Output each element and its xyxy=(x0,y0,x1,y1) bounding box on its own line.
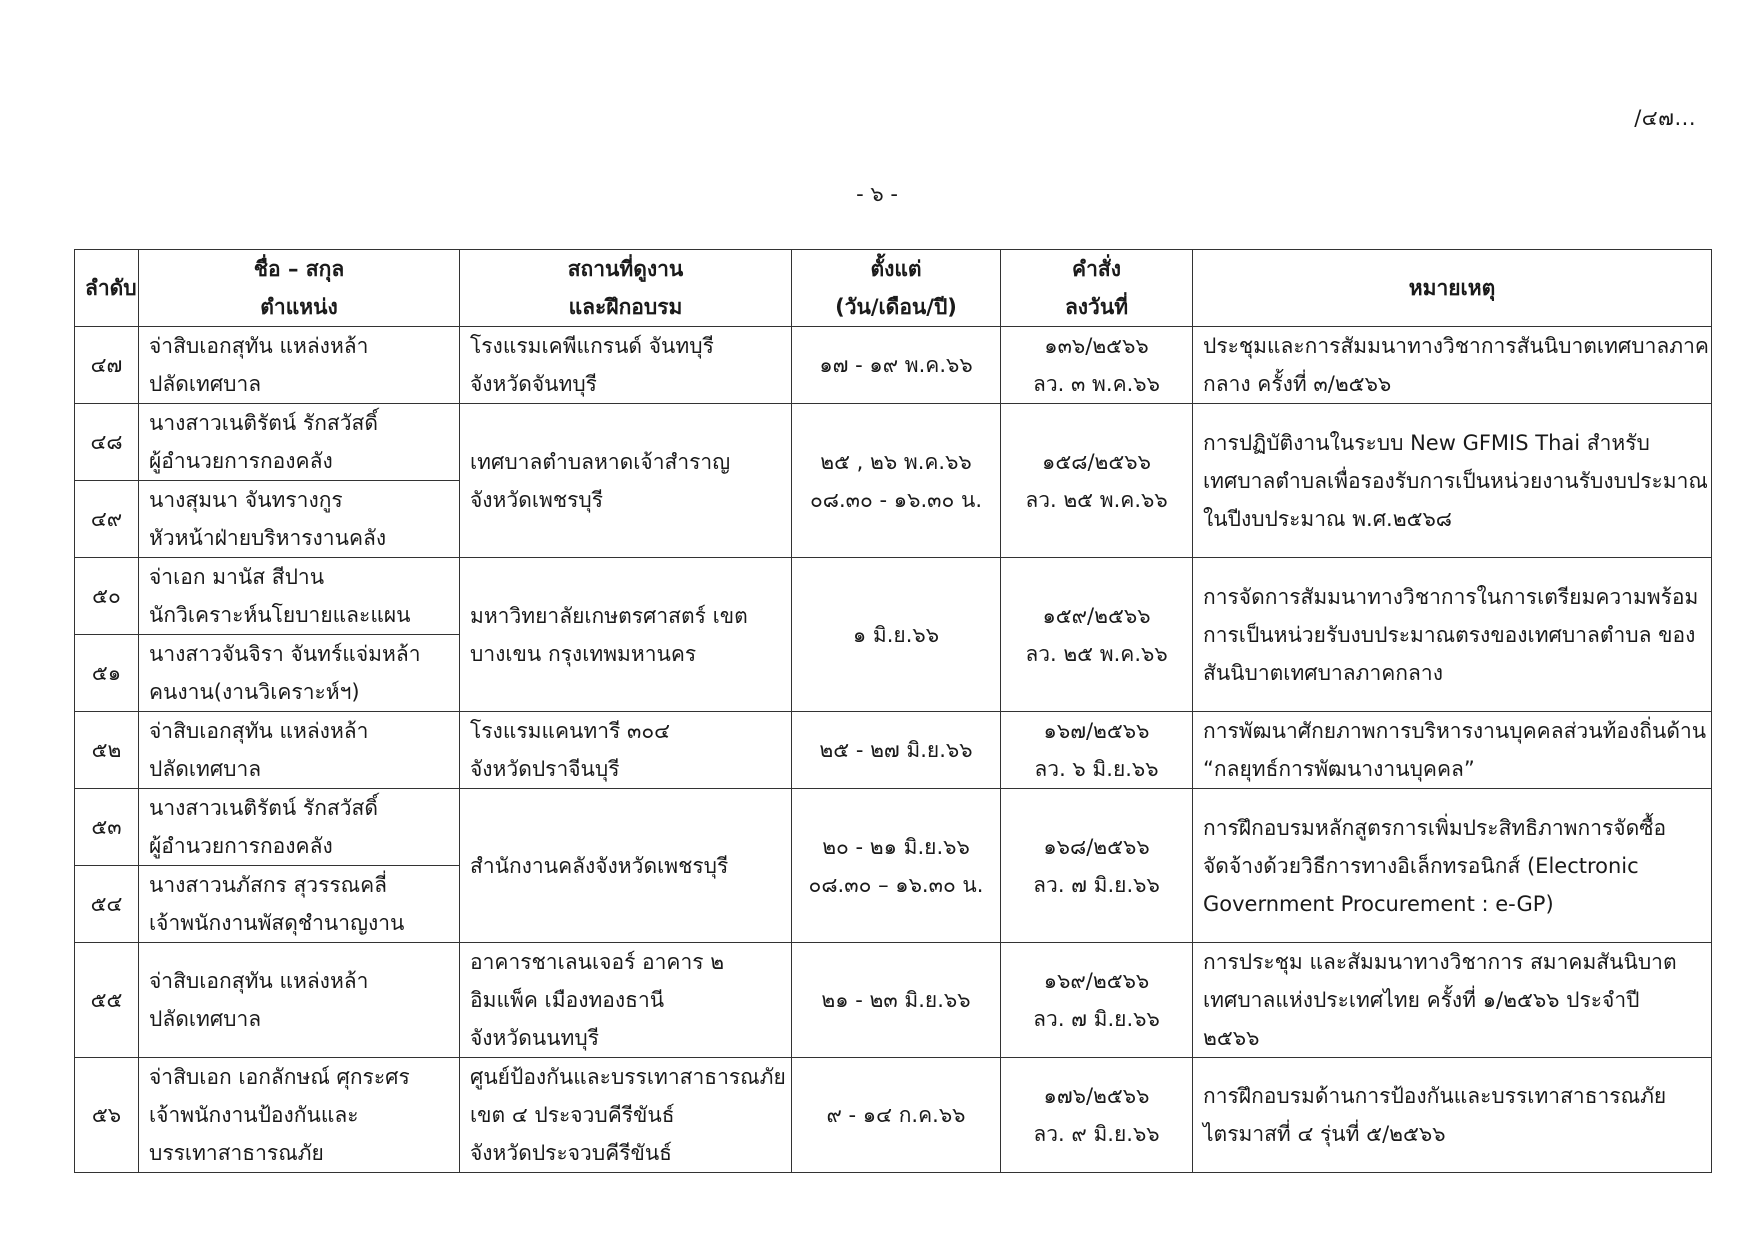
cell-name xyxy=(139,943,460,1058)
cell-name xyxy=(139,789,460,866)
cell-no: ๔๙ xyxy=(75,481,139,558)
date-line: ๑ มิ.ย.๖๖ xyxy=(852,622,940,647)
date-line: ๒๕ - ๒๗ มิ.ย.๖๖ xyxy=(819,738,973,762)
name-line: นางสาวเนติรัตน์ รักสวัสดิ์ xyxy=(149,411,378,435)
order-line: ลว. ๗ มิ.ย.๖๖ xyxy=(1033,1007,1160,1031)
position-line: ปลัดเทศบาล xyxy=(149,1007,262,1031)
remark-line: จัดจ้างด้วยวิธีการทางอิเล็กทรอนิกส์ (Electronic xyxy=(1203,853,1639,878)
order-line: ลว. ๙ มิ.ย.๖๖ xyxy=(1033,1122,1160,1146)
cell-order xyxy=(1001,943,1193,1058)
table-row xyxy=(75,789,1712,866)
cell-place xyxy=(460,789,792,943)
remark-line: การฝึกอบรมหลักสูตรการเพิ่มประสิทธิภาพการจัดซื้อ xyxy=(1203,815,1667,840)
place-line: อาคารชาเลนเจอร์ อาคาร ๒ xyxy=(470,950,725,974)
table-row xyxy=(75,327,1712,404)
header-name xyxy=(139,250,460,327)
cell-no: ๕๔ xyxy=(75,866,139,943)
table-row xyxy=(75,712,1712,789)
table-row xyxy=(75,1058,1712,1173)
cell-order xyxy=(1001,789,1193,943)
name-line: นางสาวนภัสกร สุวรรณคลี่ xyxy=(149,873,388,897)
header-order xyxy=(1001,250,1193,327)
position-line: คนงาน(งานวิเคราะห์ฯ) xyxy=(149,680,360,704)
cell-order xyxy=(1001,712,1193,789)
table-row xyxy=(75,558,1712,635)
cell-no: ๕๕ xyxy=(75,943,139,1058)
place-line: สำนักงานคลังจังหวัดเพชรบุรี xyxy=(470,853,729,878)
order-line: ลว. ๒๕ พ.ค.๖๖ xyxy=(1025,487,1168,512)
page-number: - ๖ - xyxy=(856,182,898,206)
cell-name xyxy=(139,558,460,635)
remark-line: Government Procurement : e-GP) xyxy=(1203,891,1554,916)
cell-date xyxy=(792,943,1001,1058)
header-order-line: คำสั่ง xyxy=(1072,257,1121,281)
cell-name xyxy=(139,1058,460,1173)
cell-order xyxy=(1001,327,1193,404)
order-line: ๑๗๖/๒๕๖๖ xyxy=(1043,1084,1150,1108)
cell-name xyxy=(139,327,460,404)
name-line: จ่าสิบเอกสุทัน แหล่งหล้า xyxy=(149,969,369,993)
header-place xyxy=(460,250,792,327)
remark-line: ในปีงบประมาณ พ.ศ.๒๕๖๘ xyxy=(1203,506,1452,531)
position-line: หัวหน้าฝ่ายบริหารงานคลัง xyxy=(149,526,387,550)
cell-place xyxy=(460,943,792,1058)
cell-name xyxy=(139,481,460,558)
remark-line: เทศบาลแห่งประเทศไทย ครั้งที่ ๑/๒๕๖๖ ประจำปี xyxy=(1203,988,1640,1012)
date-line: ๒๐ - ๒๑ มิ.ย.๖๖ xyxy=(822,834,970,859)
order-line: ๑๕๘/๒๕๖๖ xyxy=(1042,449,1151,474)
order-line: ๑๖๙/๒๕๖๖ xyxy=(1043,969,1150,993)
order-line: ลว. ๗ มิ.ย.๖๖ xyxy=(1033,872,1160,897)
position-line: นักวิเคราะห์นโยบายและแผน xyxy=(149,603,411,627)
remark-line: การฝึกอบรมด้านการป้องกันและบรรเทาสาธารณภัย xyxy=(1203,1084,1667,1108)
position-line: เจ้าพนักงานป้องกันและ xyxy=(149,1103,359,1127)
cell-remark xyxy=(1193,558,1712,712)
table-row xyxy=(75,943,1712,1058)
cell-place xyxy=(460,327,792,404)
training-table xyxy=(74,249,1712,1173)
remark-line: เทศบาลตำบลเพื่อรองรับการเป็นหน่วยงานรับงบประมาณ xyxy=(1203,468,1708,493)
position-line: ปลัดเทศบาล xyxy=(149,757,262,781)
name-line: นางสาวจันจิรา จันทร์แจ่มหล้า xyxy=(149,642,421,666)
cell-place xyxy=(460,558,792,712)
name-line: นางสุมนา จันทรางกูร xyxy=(149,488,343,512)
cell-no: ๕๒ xyxy=(75,712,139,789)
header-place-line: และฝึกอบรม xyxy=(568,295,683,319)
cell-remark xyxy=(1193,712,1712,789)
position-line: เจ้าพนักงานพัสดุชำนาญงาน xyxy=(149,911,405,935)
place-line: จังหวัดนนทบุรี xyxy=(470,1026,599,1050)
cell-order xyxy=(1001,1058,1193,1173)
remark-line: กลาง ครั้งที่ ๓/๒๕๖๖ xyxy=(1203,372,1392,396)
order-line: ลว. ๓ พ.ค.๖๖ xyxy=(1033,372,1160,396)
name-line: จ่าสิบเอกสุทัน แหล่งหล้า xyxy=(149,719,369,743)
cell-no: ๕๓ xyxy=(75,789,139,866)
header-no: ลำดับ xyxy=(75,250,139,327)
place-line: อิมแพ็ค เมืองทองธานี xyxy=(470,988,665,1012)
remark-line: การเป็นหน่วยรับงบประมาณตรงของเทศบาลตำบล ของ xyxy=(1203,622,1696,647)
place-line: เขต ๔ ประจวบคีรีขันธ์ xyxy=(470,1103,675,1127)
position-line: ปลัดเทศบาล xyxy=(149,372,262,396)
name-line: จ่าสิบเอกสุทัน แหล่งหล้า xyxy=(149,334,369,358)
cell-order xyxy=(1001,404,1193,558)
order-line: ลว. ๖ มิ.ย.๖๖ xyxy=(1034,757,1159,781)
place-line: โรงแรมแคนทารี ๓๐๔ xyxy=(470,719,671,743)
cell-remark xyxy=(1193,327,1712,404)
position-line: ผู้อำนวยการกองคลัง xyxy=(149,834,333,858)
continuation-marker: /๔๗... xyxy=(1634,106,1696,130)
remark-line: ๒๕๖๖ xyxy=(1203,1026,1260,1050)
table-row xyxy=(75,404,1712,481)
cell-no: ๕๖ xyxy=(75,1058,139,1173)
place-line: ศูนย์ป้องกันและบรรเทาสาธารณภัย xyxy=(470,1065,786,1089)
cell-order xyxy=(1001,558,1193,712)
remark-line: การจัดการสัมมนาทางวิชาการในการเตรียมความพร้อม xyxy=(1203,584,1699,609)
cell-name xyxy=(139,866,460,943)
name-line: จ่าเอก มานัส สีปาน xyxy=(149,565,325,589)
cell-remark xyxy=(1193,943,1712,1058)
cell-remark xyxy=(1193,789,1712,943)
header-date-line: (วัน/เดือน/ปี) xyxy=(835,295,957,319)
date-line: ๙ - ๑๔ ก.ค.๖๖ xyxy=(826,1103,966,1127)
place-line: บางเขน กรุงเทพมหานคร xyxy=(470,641,697,666)
cell-place xyxy=(460,712,792,789)
place-line: จังหวัดเพชรบุรี xyxy=(470,487,603,512)
position-line: บรรเทาสาธารณภัย xyxy=(149,1141,324,1165)
cell-no: ๔๗ xyxy=(75,327,139,404)
table-header-row xyxy=(75,250,1712,327)
cell-place xyxy=(460,1058,792,1173)
place-line: จังหวัดประจวบคีรีขันธ์ xyxy=(470,1141,673,1165)
date-line: ๑๗ - ๑๙ พ.ค.๖๖ xyxy=(819,353,973,377)
remark-line: สันนิบาตเทศบาลภาคกลาง xyxy=(1203,660,1443,685)
cell-name xyxy=(139,712,460,789)
name-line: นางสาวเนติรัตน์ รักสวัสดิ์ xyxy=(149,796,378,820)
time-line: ๐๘.๓๐ - ๑๖.๓๐ น. xyxy=(809,487,982,512)
cell-date xyxy=(792,327,1001,404)
time-line: ๐๘.๓๐ – ๑๖.๓๐ น. xyxy=(808,872,984,897)
header-date-line: ตั้งแต่ xyxy=(870,257,922,281)
order-line: ๑๖๗/๒๕๖๖ xyxy=(1043,719,1150,743)
header-order-line: ลงวันที่ xyxy=(1064,295,1129,319)
header-name-line: ชื่อ – สกุล xyxy=(253,257,345,281)
cell-date xyxy=(792,1058,1001,1173)
cell-date xyxy=(792,404,1001,558)
cell-name xyxy=(139,404,460,481)
cell-remark xyxy=(1193,404,1712,558)
cell-date xyxy=(792,558,1001,712)
cell-no: ๕๑ xyxy=(75,635,139,712)
cell-no: ๕๐ xyxy=(75,558,139,635)
remark-line: “กลยุทธ์การพัฒนางานบุคคล” xyxy=(1203,757,1475,781)
place-line: จังหวัดปราจีนบุรี xyxy=(470,757,620,781)
place-line: เทศบาลตำบลหาดเจ้าสำราญ xyxy=(470,449,731,474)
header-place-line: สถานที่ดูงาน xyxy=(567,257,684,281)
place-line: โรงแรมเคพีแกรนด์ จันทบุรี xyxy=(470,334,714,358)
cell-date xyxy=(792,789,1001,943)
cell-name xyxy=(139,635,460,712)
header-remark: หมายเหตุ xyxy=(1193,250,1712,327)
remark-line: ประชุมและการสัมมนาทางวิชาการสันนิบาตเทศบาลภาค xyxy=(1203,334,1709,358)
header-date xyxy=(792,250,1001,327)
remark-line: การปฏิบัติงานในระบบ New GFMIS Thai สำหรับ xyxy=(1203,430,1650,455)
cell-remark xyxy=(1193,1058,1712,1173)
order-line: ๑๓๖/๒๕๖๖ xyxy=(1044,334,1149,358)
header-name-line: ตำแหน่ง xyxy=(260,295,338,319)
remark-line: การประชุม และสัมมนาทางวิชาการ สมาคมสันนิบาต xyxy=(1203,950,1677,974)
place-line: มหาวิทยาลัยเกษตรศาสตร์ เขต xyxy=(470,603,748,628)
date-line: ๒๕ , ๒๖ พ.ค.๖๖ xyxy=(820,449,972,474)
position-line: ผู้อำนวยการกองคลัง xyxy=(149,449,333,473)
order-line: ๑๖๘/๒๕๖๖ xyxy=(1043,834,1150,859)
cell-no: ๔๘ xyxy=(75,404,139,481)
remark-line: ไตรมาสที่ ๔ รุ่นที่ ๕/๒๕๖๖ xyxy=(1203,1122,1446,1146)
date-line: ๒๑ - ๒๓ มิ.ย.๖๖ xyxy=(821,988,971,1012)
name-line: จ่าสิบเอก เอกลักษณ์ ศุกระศร xyxy=(149,1065,410,1089)
remark-line: การพัฒนาศักยภาพการบริหารงานบุคคลส่วนท้องถิ่นด้าน xyxy=(1203,719,1707,743)
cell-place xyxy=(460,404,792,558)
cell-date xyxy=(792,712,1001,789)
order-line: ๑๕๙/๒๕๖๖ xyxy=(1042,603,1151,628)
place-line: จังหวัดจันทบุรี xyxy=(470,372,597,396)
order-line: ลว. ๒๕ พ.ค.๖๖ xyxy=(1025,641,1168,666)
